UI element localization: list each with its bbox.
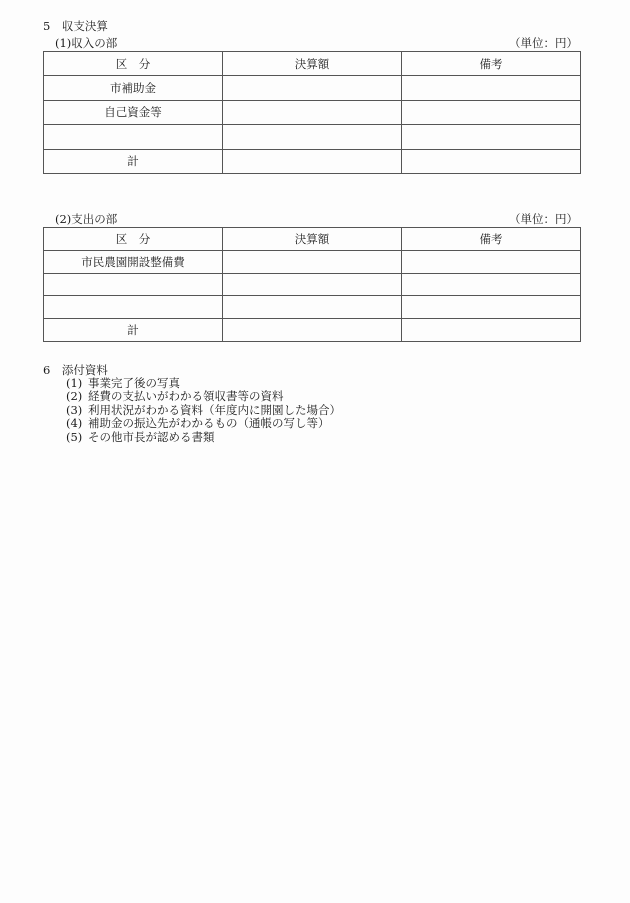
income-table [43,51,581,174]
expense-unit-label: （単位：円） [509,212,578,226]
expense-table [43,227,581,342]
cell-remarks[interactable] [402,100,581,124]
table-row [44,100,581,124]
income-unit-label: （単位：円） [509,36,578,50]
table-row-total [44,149,581,173]
cell-amount[interactable] [223,296,402,319]
section-6-title: 6 添付資料 [43,363,108,377]
list-item-number: (4) [66,416,83,431]
list-item-text: 補助金の振込先がわかるもの（通帳の写し等） [88,416,330,431]
list-item-text: その他市長が認める書類 [88,429,215,444]
table-row [44,296,581,319]
cell-category-total: 計 [44,149,223,173]
list-item-number: (2) [66,389,83,404]
column-header-remarks: 備考 [402,52,581,76]
column-header-amount: 決算額 [223,52,402,76]
cell-category[interactable] [44,296,223,319]
column-header-category: 区 分 [44,228,223,251]
cell-remarks[interactable] [402,250,581,273]
column-header-amount: 決算額 [223,228,402,251]
cell-remarks-total[interactable] [402,149,581,173]
cell-remarks[interactable] [402,76,581,100]
cell-category[interactable] [44,125,223,149]
column-header-category: 区 分 [44,52,223,76]
cell-amount[interactable] [223,100,402,124]
income-section-title: (1)収入の部 [55,36,118,50]
list-item-number: (1) [66,376,83,390]
list-item [66,377,341,390]
cell-amount[interactable] [223,273,402,296]
list-item [66,390,341,403]
list-item-text: 経費の支払いがわかる領収書等の資料 [88,389,284,404]
list-item [66,431,341,444]
cell-remarks[interactable] [402,125,581,149]
cell-amount-total[interactable] [223,149,402,173]
cell-category-total: 計 [44,319,223,342]
attachment-list [66,377,341,444]
cell-amount-total[interactable] [223,319,402,342]
list-item [66,417,341,430]
section-5-title: 5 収支決算 [43,19,108,33]
list-item-number: (5) [66,429,83,444]
cell-remarks[interactable] [402,296,581,319]
table-row [44,273,581,296]
table-row [44,250,581,273]
cell-amount[interactable] [223,125,402,149]
list-item-text: 事業完了後の写真 [88,376,180,390]
cell-remarks[interactable] [402,273,581,296]
cell-remarks-total[interactable] [402,319,581,342]
table-header-row [44,228,581,251]
cell-category[interactable] [44,273,223,296]
table-row-total [44,319,581,342]
expense-section-title: (2)支出の部 [55,212,118,226]
table-header-row [44,52,581,76]
list-item [66,404,341,417]
cell-category: 市補助金 [44,76,223,100]
column-header-remarks: 備考 [402,228,581,251]
cell-category: 自己資金等 [44,100,223,124]
list-item-text: 利用状況がわかる資料（年度内に開園した場合） [88,402,341,417]
table-row [44,76,581,100]
table-row [44,125,581,149]
cell-amount[interactable] [223,76,402,100]
cell-amount[interactable] [223,250,402,273]
cell-category: 市民農園開設整備費 [44,250,223,273]
list-item-number: (3) [66,402,83,417]
